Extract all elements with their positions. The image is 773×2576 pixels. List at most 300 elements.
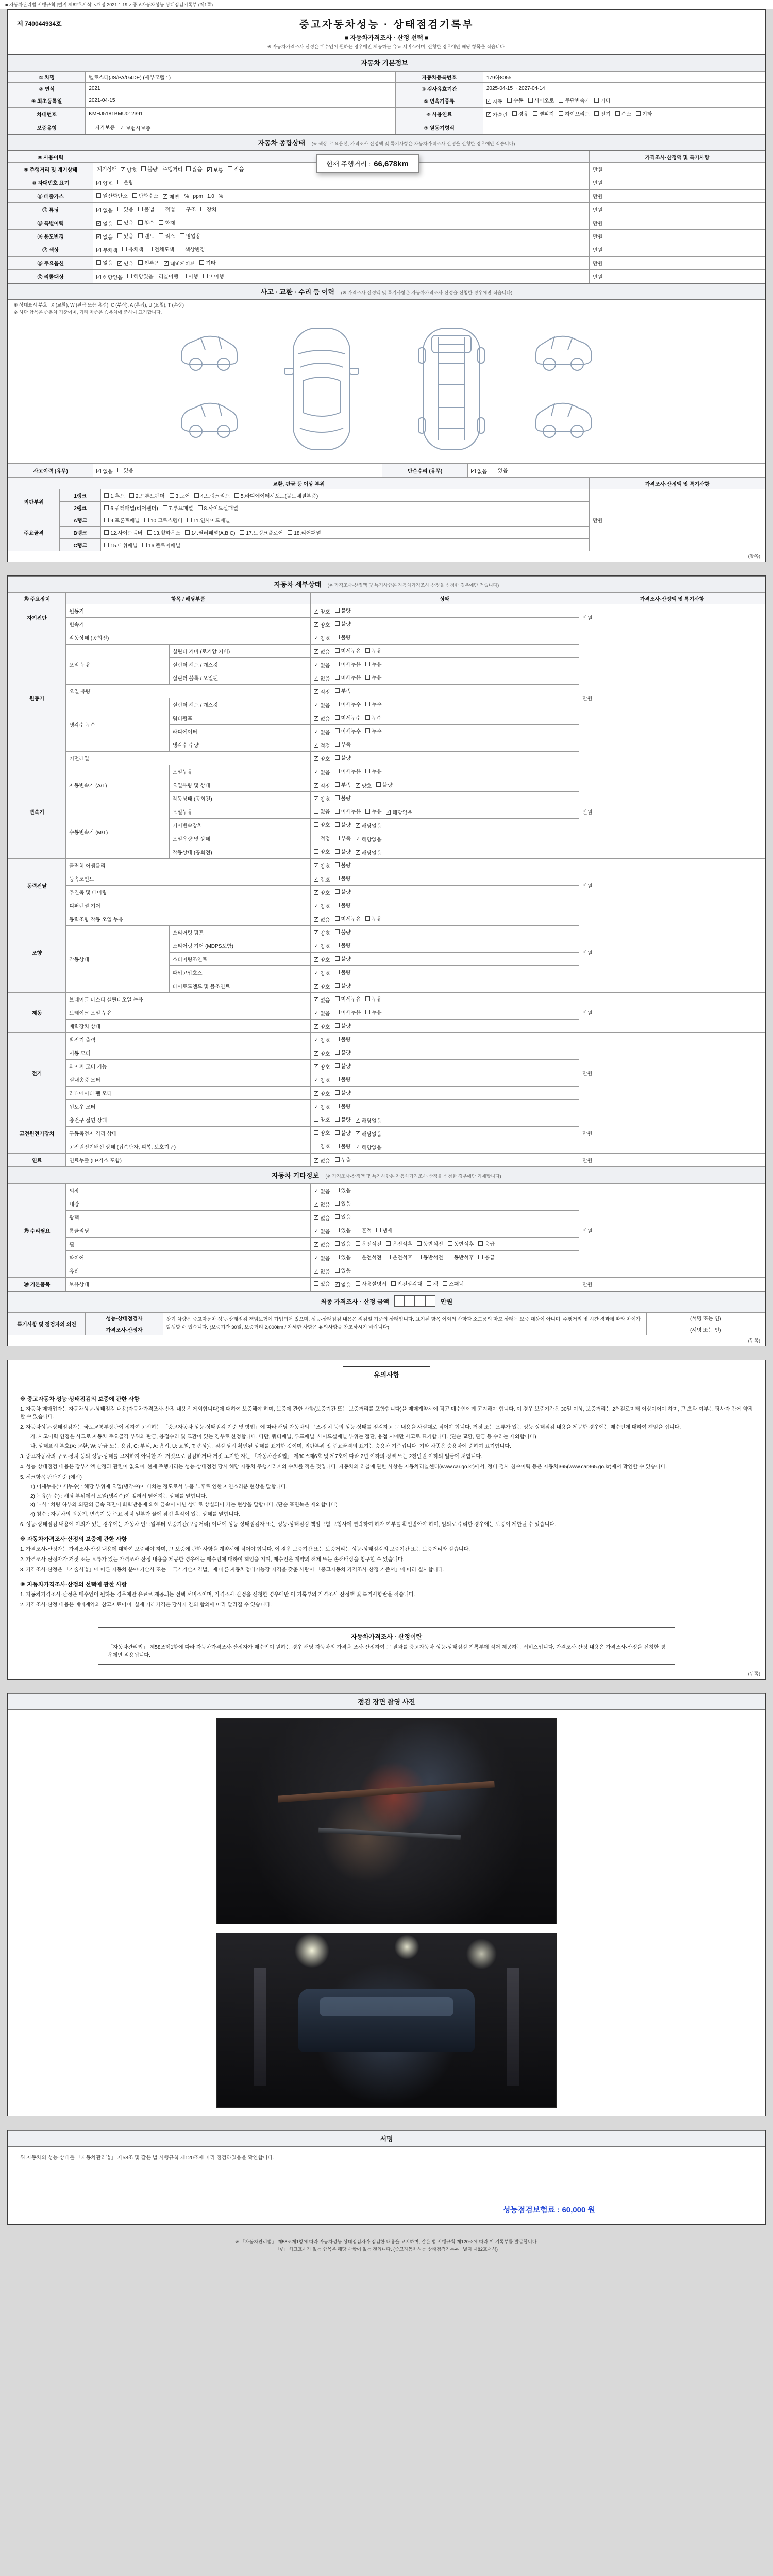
checkbox-icon: ✓ xyxy=(356,1144,360,1149)
final-price-digits xyxy=(394,1295,435,1308)
checkbox-option[interactable] xyxy=(335,1199,351,1207)
checkbox-option[interactable] xyxy=(314,1076,330,1084)
group-label: ⑲ 수리필요 xyxy=(8,1184,66,1278)
price-digit-box xyxy=(415,1295,425,1307)
checkbox-option[interactable] xyxy=(96,192,127,199)
checkbox-option[interactable] xyxy=(314,1063,330,1071)
checkbox-option[interactable] xyxy=(96,233,112,241)
checkbox-option[interactable] xyxy=(335,1008,361,1016)
checkbox-icon xyxy=(335,983,340,988)
checkbox-option[interactable] xyxy=(314,1142,330,1150)
checkbox-option[interactable] xyxy=(356,1280,386,1287)
checkbox-label: 적정 xyxy=(320,690,330,696)
checkbox-option[interactable] xyxy=(335,700,361,708)
checkbox-option[interactable] xyxy=(335,901,351,909)
subitem-label: 작동상태 (공회전) xyxy=(169,845,311,859)
checkbox-option[interactable] xyxy=(365,660,381,668)
checkbox-option[interactable] xyxy=(314,1187,330,1195)
checkbox-option[interactable] xyxy=(335,781,351,788)
checkbox-option[interactable] xyxy=(314,674,330,682)
checkbox-icon xyxy=(335,943,340,947)
notices-title: 유의사항 xyxy=(343,1366,430,1382)
table-row xyxy=(8,1033,765,1046)
checkbox-option[interactable] xyxy=(335,1089,351,1096)
checkbox-option[interactable] xyxy=(314,1157,330,1164)
checkbox-option[interactable] xyxy=(117,260,133,267)
checkbox-option[interactable] xyxy=(314,1009,330,1017)
checkbox-label: 침수 xyxy=(144,221,155,226)
checkbox-option[interactable] xyxy=(386,1240,412,1247)
checkbox-option[interactable] xyxy=(335,995,361,1003)
checkbox-option[interactable] xyxy=(356,1226,372,1234)
checkbox-option[interactable] xyxy=(96,179,112,187)
state-text: 계기상태 xyxy=(97,167,117,173)
checkbox-option[interactable] xyxy=(335,673,361,681)
state-cell xyxy=(311,752,579,765)
accident-legend-line1: ※ 상태표시 부호 : X (교환), W (판금 또는 용접), C (부식), A (흠집), U (요철), T (손상) xyxy=(14,302,184,308)
checkbox-option[interactable] xyxy=(314,1200,330,1208)
checkbox-option[interactable] xyxy=(170,492,190,499)
checkbox-option[interactable] xyxy=(335,955,351,962)
checkbox-option[interactable] xyxy=(486,111,508,118)
mileage-label: 현재 주행거리 : xyxy=(326,160,371,168)
checkbox-label: 불량 xyxy=(341,756,351,761)
checkbox-option[interactable] xyxy=(335,1253,351,1261)
checkbox-label: 적법 xyxy=(165,207,175,213)
checkbox-label: 동반석후 xyxy=(453,1255,474,1261)
checkbox-option[interactable] xyxy=(417,1240,443,1247)
checkbox-option[interactable] xyxy=(471,467,487,475)
checkbox-option[interactable] xyxy=(365,714,381,721)
state-cell xyxy=(311,778,579,792)
checkbox-option[interactable] xyxy=(207,166,223,174)
checkbox-option[interactable] xyxy=(117,232,133,240)
checkbox-option[interactable] xyxy=(314,889,330,896)
checkbox-option[interactable] xyxy=(335,633,351,641)
checkbox-icon xyxy=(335,836,340,840)
checkbox-icon: ✓ xyxy=(97,468,101,473)
checkbox-option[interactable] xyxy=(104,504,158,512)
checkbox-label: 부족 xyxy=(341,836,351,842)
checkbox-option[interactable] xyxy=(314,1129,330,1137)
checkbox-option[interactable] xyxy=(288,529,321,536)
checkbox-option[interactable] xyxy=(138,232,154,240)
checkbox-icon xyxy=(365,715,370,720)
checkbox-option[interactable] xyxy=(104,492,125,499)
notice-heading: ※ 중고자동차 성능·상태점검의 보증에 관한 사항 xyxy=(20,1396,140,1402)
checkbox-option[interactable] xyxy=(203,272,224,280)
checkbox-option[interactable] xyxy=(356,1130,382,1138)
checkbox-option[interactable] xyxy=(185,529,235,536)
section-title: 서명 xyxy=(380,2135,393,2143)
page-marker-back: (뒤쪽) xyxy=(748,1338,760,1343)
checkbox-option[interactable] xyxy=(386,1253,412,1261)
checkbox-option[interactable] xyxy=(335,606,351,614)
checkbox-option[interactable] xyxy=(335,660,361,668)
checkbox-option[interactable] xyxy=(492,466,508,474)
checkbox-option[interactable] xyxy=(180,232,201,240)
checkbox-option[interactable] xyxy=(314,1280,330,1287)
section-title: 자동차 기본정보 xyxy=(361,59,408,67)
subitem-label: 오일누유 xyxy=(169,805,311,819)
price-digit-box xyxy=(394,1295,405,1307)
checkbox-option[interactable] xyxy=(365,673,381,681)
checkbox-option[interactable] xyxy=(335,620,351,628)
checkbox-option[interactable] xyxy=(314,634,330,642)
checkbox-option[interactable] xyxy=(356,835,382,843)
checkbox-option[interactable] xyxy=(96,467,112,475)
checkbox-option[interactable] xyxy=(129,492,165,499)
checkbox-option[interactable] xyxy=(314,715,330,722)
checkbox-option[interactable] xyxy=(314,741,330,749)
checkbox-option[interactable] xyxy=(314,688,330,696)
checkbox-label: 색상변경 xyxy=(184,247,205,253)
checkbox-option[interactable] xyxy=(117,205,133,213)
checkbox-option[interactable] xyxy=(228,165,244,173)
checkbox-icon: ✓ xyxy=(314,1215,318,1220)
checkbox-option[interactable] xyxy=(96,206,112,214)
checkbox-option[interactable] xyxy=(594,110,610,117)
checkbox-icon xyxy=(104,493,109,498)
checkbox-option[interactable] xyxy=(164,260,195,267)
checkbox-option[interactable] xyxy=(121,166,137,174)
checkbox-option[interactable] xyxy=(314,768,330,776)
checkbox-option[interactable] xyxy=(314,621,330,629)
checkbox-option[interactable] xyxy=(335,740,351,748)
checkbox-option[interactable] xyxy=(335,1022,351,1029)
checkbox-option[interactable] xyxy=(148,245,174,253)
item-label: 발전기 출력 xyxy=(66,1033,311,1046)
checkbox-option[interactable] xyxy=(335,1035,351,1043)
checkbox-label: 일산화탄소 xyxy=(103,194,128,199)
checkbox-option[interactable] xyxy=(314,1115,330,1123)
checkbox-option[interactable] xyxy=(314,1241,330,1248)
checkbox-option[interactable] xyxy=(314,661,330,669)
checkbox-option[interactable] xyxy=(335,914,361,922)
checkbox-option[interactable] xyxy=(559,96,590,104)
checkbox-option[interactable] xyxy=(615,110,631,117)
checkbox-option[interactable] xyxy=(147,529,181,536)
checkbox-option[interactable] xyxy=(117,466,133,474)
appraiser-sign-cell: (서명 또는 인) xyxy=(646,1324,765,1335)
checkbox-icon: ✓ xyxy=(314,756,318,761)
state-cell xyxy=(311,1100,579,1113)
checkbox-option[interactable] xyxy=(335,848,351,855)
price-cell: 만원 xyxy=(590,243,765,257)
checkbox-option[interactable] xyxy=(187,516,230,524)
checkbox-option[interactable] xyxy=(138,218,154,226)
checkbox-option[interactable] xyxy=(194,492,230,499)
checkbox-option[interactable] xyxy=(314,956,330,963)
checkbox-label: 불량 xyxy=(341,903,351,909)
state-cell xyxy=(311,738,579,752)
checkbox-label: 해당없음 xyxy=(361,1145,382,1151)
checkbox-option[interactable] xyxy=(335,1156,351,1163)
checkbox-option[interactable] xyxy=(314,969,330,977)
checkbox-option[interactable] xyxy=(314,1036,330,1044)
checkbox-option[interactable] xyxy=(96,246,117,254)
checkbox-icon: ✓ xyxy=(314,622,318,627)
checkbox-option[interactable] xyxy=(314,807,330,815)
checkbox-option[interactable] xyxy=(335,821,351,828)
checkbox-option[interactable] xyxy=(365,914,381,922)
checkbox-option[interactable] xyxy=(356,1240,382,1247)
checkbox-label: 있음 xyxy=(123,468,133,474)
checkbox-label: 운전석후 xyxy=(392,1255,413,1261)
state-cell xyxy=(311,698,579,711)
checkbox-option[interactable] xyxy=(356,822,382,829)
checkbox-option[interactable] xyxy=(335,1281,351,1289)
checkbox-icon xyxy=(559,98,563,103)
signature-statement: 위 자동차의 성능·상태를 「자동차관리법」 제58조 및 같은 법 시행규칙 제120조에 따라 점검하였음을 확인합니다. xyxy=(20,2155,274,2161)
checkbox-option[interactable] xyxy=(365,727,381,735)
checkbox-option[interactable] xyxy=(240,529,283,536)
row-label: ⑰ 리콜대상 xyxy=(8,270,93,283)
checkbox-option[interactable] xyxy=(314,648,330,655)
checkbox-label: 냄새 xyxy=(382,1228,393,1234)
checkbox-option[interactable] xyxy=(335,714,361,721)
checkbox-option[interactable] xyxy=(636,110,652,117)
checkbox-option[interactable] xyxy=(335,1062,351,1070)
checkbox-icon: ✓ xyxy=(314,1228,318,1233)
checkbox-option[interactable] xyxy=(528,96,554,104)
checkbox-option[interactable] xyxy=(159,205,175,213)
checkbox-option[interactable] xyxy=(314,821,330,828)
checkbox-option[interactable] xyxy=(314,834,330,842)
checkbox-option[interactable] xyxy=(314,1090,330,1097)
checkbox-option[interactable] xyxy=(335,1115,351,1123)
checkbox-option[interactable] xyxy=(96,273,123,281)
checkbox-option[interactable] xyxy=(104,516,140,524)
checkbox-option[interactable] xyxy=(512,110,528,117)
checkbox-option[interactable] xyxy=(335,874,351,882)
checkbox-option[interactable] xyxy=(486,97,502,105)
checkbox-option[interactable] xyxy=(96,259,112,266)
checkbox-label: 적정 xyxy=(320,743,330,749)
checkbox-option[interactable] xyxy=(314,916,330,923)
checkbox-option[interactable] xyxy=(314,862,330,870)
checkbox-label: 불량 xyxy=(341,1077,351,1083)
checkbox-option[interactable] xyxy=(335,1048,351,1056)
checkbox-option[interactable] xyxy=(163,193,179,200)
checkbox-option[interactable] xyxy=(335,1129,351,1137)
checkbox-label: 8.사이드실패널 xyxy=(204,506,238,512)
checkbox-option[interactable] xyxy=(335,928,351,936)
checkbox-option[interactable] xyxy=(365,700,381,708)
checkbox-option[interactable] xyxy=(365,767,381,775)
checkbox-option[interactable] xyxy=(314,1227,330,1235)
checkbox-option[interactable] xyxy=(365,995,381,1003)
checkbox-option[interactable] xyxy=(314,1214,330,1222)
checkbox-option[interactable] xyxy=(117,218,133,226)
checkbox-label: 영업용 xyxy=(186,234,201,240)
checkbox-option[interactable] xyxy=(335,647,361,654)
checkbox-option[interactable] xyxy=(144,516,182,524)
checkbox-option[interactable] xyxy=(356,782,372,789)
checkbox-option[interactable] xyxy=(89,123,115,131)
checkbox-option[interactable] xyxy=(335,807,361,815)
checkbox-option[interactable] xyxy=(182,272,198,280)
checkbox-option[interactable] xyxy=(365,647,381,654)
checkbox-option[interactable] xyxy=(314,701,330,709)
checkbox-option[interactable] xyxy=(335,941,351,949)
table-row xyxy=(8,489,765,502)
field-label: 자동차등록번호 xyxy=(395,72,483,83)
checkbox-option[interactable] xyxy=(356,1116,382,1124)
subitem-label: 실린더 커버 (로커암 커버) xyxy=(169,645,311,658)
checkbox-option[interactable] xyxy=(163,504,193,512)
checkbox-option[interactable] xyxy=(335,1142,351,1150)
checkbox-option[interactable] xyxy=(120,124,150,132)
checkbox-icon xyxy=(528,98,533,103)
checkbox-option[interactable] xyxy=(314,1023,330,1030)
checkbox-option[interactable] xyxy=(314,982,330,990)
price-cell: 만원 xyxy=(579,604,765,631)
checkbox-option[interactable] xyxy=(199,259,215,266)
checkbox-option[interactable] xyxy=(356,1253,382,1261)
checkbox-option[interactable] xyxy=(314,1267,330,1275)
checkbox-option[interactable] xyxy=(335,968,351,976)
state-cell xyxy=(311,993,579,1006)
checkbox-icon: ✓ xyxy=(97,180,101,185)
checkbox-option[interactable] xyxy=(365,1008,381,1016)
subitem-label: 오일누유 xyxy=(169,765,311,778)
checkbox-option[interactable] xyxy=(417,1253,443,1261)
checkbox-option[interactable] xyxy=(314,1049,330,1057)
checkbox-option[interactable] xyxy=(159,232,175,240)
checkbox-option[interactable] xyxy=(314,848,330,855)
checkbox-option[interactable] xyxy=(335,1213,351,1221)
checkbox-option[interactable] xyxy=(376,1226,392,1234)
checkbox-option[interactable] xyxy=(314,1254,330,1262)
checkbox-option[interactable] xyxy=(314,607,330,615)
notice-line: 2. 가격조사·산정 내용은 매매계약의 참고자료이며, 실제 거래가격은 당사자 간의 합의에 따라 달라질 수 있습니다. xyxy=(20,1602,272,1608)
checkbox-option[interactable] xyxy=(335,861,351,869)
checkbox-icon xyxy=(335,903,340,907)
checkbox-option[interactable] xyxy=(335,1226,351,1234)
checkbox-icon xyxy=(615,111,620,116)
checkbox-option[interactable] xyxy=(314,795,330,803)
checkbox-option[interactable] xyxy=(335,1240,351,1247)
checkbox-option[interactable] xyxy=(335,687,351,694)
checkbox-icon xyxy=(127,274,132,278)
group-label: 연료 xyxy=(8,1154,66,1167)
checkbox-option[interactable] xyxy=(356,1143,382,1151)
checkbox-option[interactable] xyxy=(335,834,351,842)
checkbox-icon xyxy=(335,1010,340,1014)
checkbox-label: 누유 xyxy=(372,649,382,654)
checkbox-option[interactable] xyxy=(198,504,238,512)
checkbox-option[interactable] xyxy=(594,96,610,104)
checkbox-icon xyxy=(159,207,163,211)
checkbox-option[interactable] xyxy=(104,529,142,536)
checkbox-option[interactable] xyxy=(138,259,159,266)
checkbox-option[interactable] xyxy=(335,754,351,761)
checkbox-option[interactable] xyxy=(335,727,361,735)
checkbox-option[interactable] xyxy=(138,205,154,213)
checkbox-option[interactable] xyxy=(314,755,330,762)
final-price-unit: 만원 xyxy=(441,1298,453,1306)
checkbox-icon xyxy=(376,1228,381,1232)
checkbox-option[interactable] xyxy=(104,541,138,549)
checkbox-option[interactable] xyxy=(478,1253,494,1261)
checkbox-icon xyxy=(386,1255,391,1259)
checkbox-option[interactable] xyxy=(478,1240,494,1247)
checkbox-option[interactable] xyxy=(117,178,133,186)
checkbox-option[interactable] xyxy=(335,981,351,989)
checkbox-option[interactable] xyxy=(142,541,180,549)
checkbox-label: 네비게이션 xyxy=(170,262,195,267)
checkbox-option[interactable] xyxy=(335,1102,351,1110)
checkbox-option[interactable] xyxy=(448,1240,474,1247)
checkbox-option[interactable] xyxy=(159,218,175,226)
checkbox-label: 운전석전 xyxy=(361,1255,382,1261)
checkbox-icon: ✓ xyxy=(314,783,318,788)
checkbox-option[interactable] xyxy=(234,492,318,499)
checkbox-option[interactable] xyxy=(314,1103,330,1111)
checkbox-option[interactable] xyxy=(448,1253,474,1261)
checkbox-label: 누유 xyxy=(372,769,382,775)
state-cell xyxy=(311,765,579,778)
checkbox-option[interactable] xyxy=(314,782,330,789)
checkbox-option[interactable] xyxy=(314,902,330,910)
checkbox-option[interactable] xyxy=(314,875,330,883)
checkbox-option[interactable] xyxy=(386,808,412,816)
checkbox-option[interactable] xyxy=(356,849,382,856)
checkbox-icon xyxy=(507,98,512,103)
checkbox-option[interactable] xyxy=(141,165,157,173)
checkbox-option[interactable] xyxy=(335,888,351,895)
checkbox-option[interactable] xyxy=(335,1075,351,1083)
checkbox-icon xyxy=(314,836,318,840)
checkbox-option[interactable] xyxy=(335,794,351,802)
checkbox-option[interactable] xyxy=(127,272,154,280)
checkbox-option[interactable] xyxy=(559,110,590,117)
checkbox-option[interactable] xyxy=(179,245,205,253)
checkbox-option[interactable] xyxy=(186,165,202,173)
checkbox-label: 매연 xyxy=(169,195,179,200)
checkbox-option[interactable] xyxy=(507,96,523,104)
checkbox-option[interactable] xyxy=(391,1280,422,1287)
checkbox-icon xyxy=(335,1144,340,1148)
checkbox-label: 10.크로스멤버 xyxy=(150,518,183,524)
checkbox-option[interactable] xyxy=(443,1280,464,1287)
checkbox-label: 양호 xyxy=(320,797,330,803)
checkbox-label: 부족 xyxy=(341,742,351,748)
state-cell xyxy=(311,1127,579,1140)
checkbox-option[interactable] xyxy=(533,110,554,117)
checkbox-option[interactable] xyxy=(335,767,361,775)
checkbox-option[interactable] xyxy=(180,205,196,213)
checkbox-icon: ✓ xyxy=(314,1091,318,1096)
checkbox-label: 18.리어패널 xyxy=(294,531,321,536)
checkbox-option[interactable] xyxy=(427,1280,438,1287)
checkbox-option[interactable] xyxy=(314,929,330,937)
checkbox-option[interactable] xyxy=(314,728,330,736)
checkbox-option[interactable] xyxy=(314,996,330,1004)
checkbox-option[interactable] xyxy=(335,1266,351,1274)
checkbox-option[interactable] xyxy=(122,245,143,253)
checkbox-label: 미세누유 xyxy=(341,769,361,775)
checkbox-option[interactable] xyxy=(132,192,159,199)
checkbox-label: 누수 xyxy=(372,729,382,735)
checkbox-option[interactable] xyxy=(376,781,392,788)
checkbox-option[interactable] xyxy=(365,807,381,815)
checkbox-option[interactable] xyxy=(200,205,216,213)
checkbox-option[interactable] xyxy=(335,1186,351,1194)
checkbox-option[interactable] xyxy=(314,942,330,950)
checkbox-option[interactable] xyxy=(96,219,112,227)
